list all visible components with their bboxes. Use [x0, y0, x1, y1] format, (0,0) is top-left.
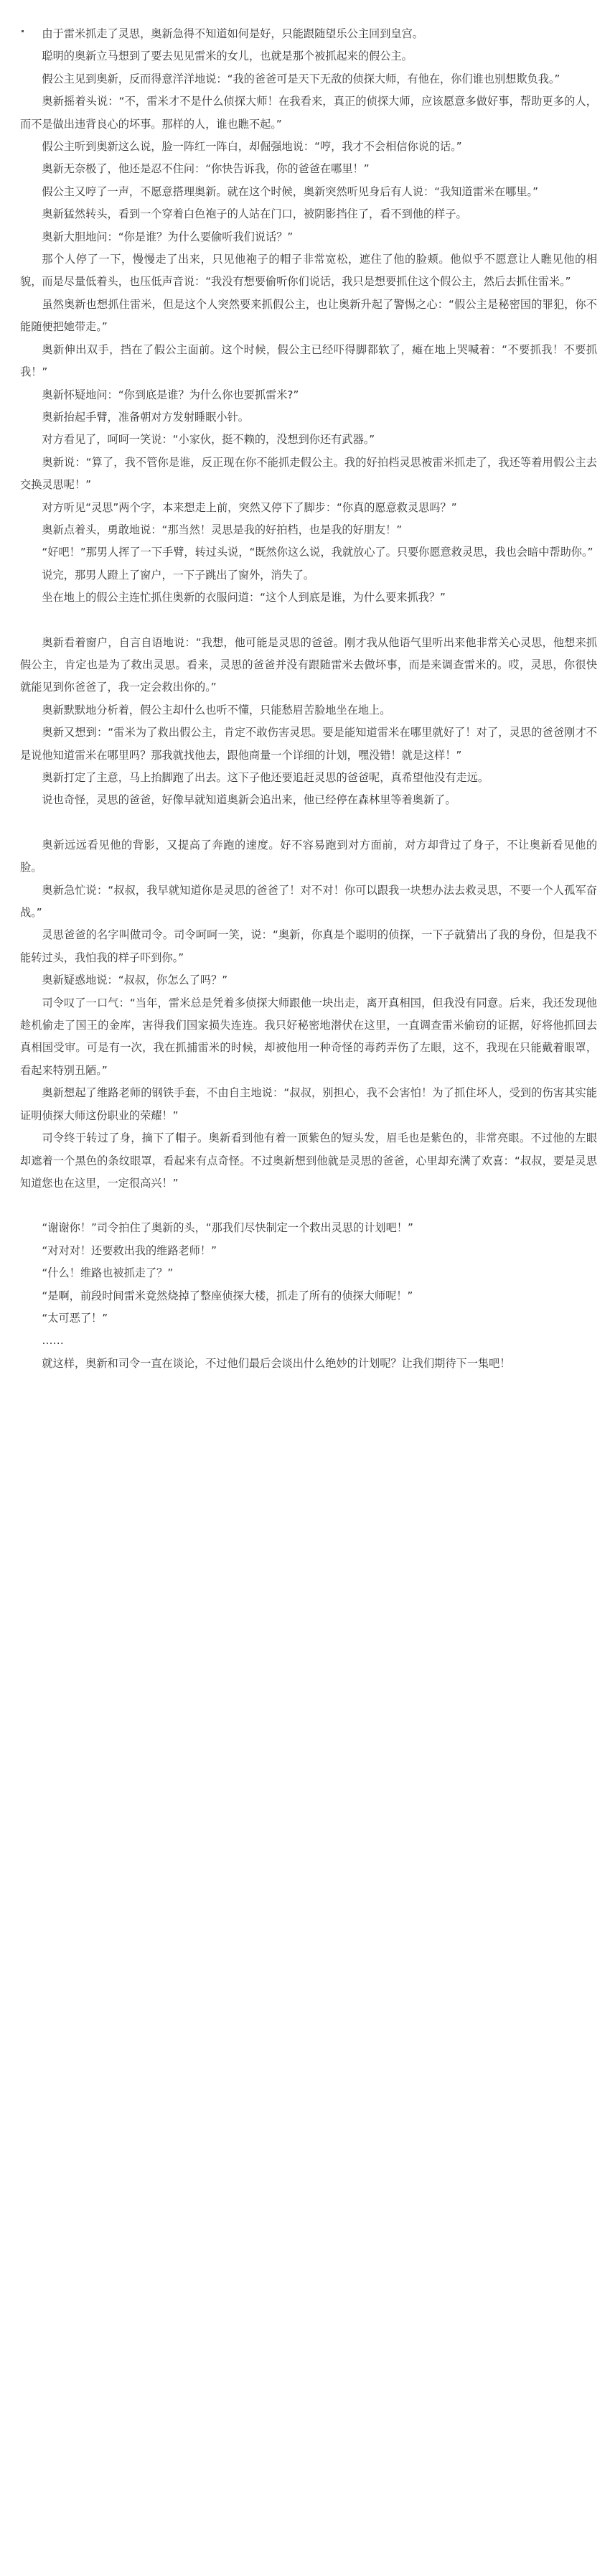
story-paragraph: 奥新默默地分析着，假公主却什么也听不懂，只能愁眉苦脸地坐在地上。 [42, 703, 391, 717]
story-paragraph: 奥新怀疑地问：“你到底是谁？为什么你也要抓雷米?” [42, 388, 299, 401]
story-paragraph: “好吧！”那男人挥了一下手臂，转过头说，“既然你这么说，我就放心了。只要你愿意救灵思，我也会暗中帮助你。” [42, 546, 593, 559]
story-paragraph: 就这样，奥新和司令一直在谈论，不过他们最后会谈出什么绝妙的计划呢？让我们期待下一集吧！ [42, 1356, 511, 1370]
story-paragraph: 奥新想起了维路老师的钢铁手套，不由自主地说：“叔叔，别担心，我不会害怕！为了抓住坏人，受到的伤害其实能证明侦探大师这份职业的荣耀！” [20, 1086, 597, 1122]
story-paragraph: “是啊，前段时间雷米竟然烧掉了整座侦探大楼，抓走了所有的侦探大师呢！” [42, 1289, 413, 1302]
story-paragraph: 说完，那男人蹬上了窗户，一下子跳出了窗外，消失了。 [42, 568, 315, 582]
story-paragraph: 坐在地上的假公主连忙抓住奥新的衣服问道：“这个人到底是谁，为什么要来抓我？” [42, 591, 446, 605]
leading-dot [22, 30, 24, 32]
story-paragraph: …… [42, 1334, 64, 1348]
story-paragraph: 奥新摇着头说：“不，雷米才不是什么侦探大师！在我看来，真正的侦探大师，应该愿意多做好事，帮助更多的人，而不是做出违背良心的坏事。那样的人，谁也瞧不起。” [20, 95, 597, 131]
paragraph-gap [20, 812, 597, 834]
story-paragraph: “谢谢你！”司令拍住了奥新的头，“那我们尽快制定一个救出灵思的计划吧！” [42, 1221, 413, 1235]
story-paragraph: 假公主又哼了一声，不愿意搭理奥新。就在这个时候，奥新突然听见身后有人说：“我知道雷米在哪里。” [42, 185, 538, 198]
story-paragraph: 奥新打定了主意，马上抬脚跑了出去。这下子他还要追赶灵思的爸爸呢，真希望他没有走远。 [42, 771, 489, 784]
story-paragraph: 说也奇怪，灵思的爸爸，好像早就知道奥新会追出来，他已经停在森林里等着奥新了。 [42, 793, 456, 807]
story-paragraph: “对对对！还要救出我的维路老师！” [42, 1243, 217, 1257]
story-paragraph: 假公主听到奥新这么说，脸一阵红一阵白，却倔强地说：“哼，我才不会相信你说的话。” [42, 140, 462, 154]
story-paragraph: 奥新急忙说：“叔叔，我早就知道你是灵思的爸爸了！对不对！你可以跟我一块想办法去救灵思，不要一个人孤军奋战。” [20, 883, 597, 920]
story-paragraph: 奥新抬起手臂，准备朝对方发射睡眠小针。 [42, 410, 249, 424]
story-paragraph: 奥新大胆地问：“你是谁？为什么要偷听我们说话？” [42, 230, 294, 243]
story-paragraph: 奥新看着窗户，自言自语地说：“我想，他可能是灵思的爸爸。刚才我从他语气里听出来他非常关心灵思，他想来抓假公主，肯定也是为了救出灵思。看来，灵思的爸爸并没有跟随雷米去做坏事，而是来调查雷米的。哎，灵思，你很快就能见到你爸爸了，我一定会救出你的。” [20, 635, 597, 694]
story-paragraph: 奥新又想到：“雷米为了救出假公主，肯定不敢伤害灵思。要是能知道雷米在哪里就好了！对了，灵思的爸爸刚才不是说他知道雷米在哪里吗？那我就找他去，跟他商量一个详细的计划，嘿没错！就是这样！” [20, 726, 597, 762]
paragraph-gap [20, 610, 597, 632]
story-paragraph: 司令叹了一口气：“当年，雷米总是凭着多侦探大师跟他一块出走，离开真相国，但我没有同意。后来，我还发现他趁机偷走了国王的金库，害得我们国家损失连连。我只好秘密地潜伏在这里，一直调查雷米偷窃的证据，好将他抓回去真相国受审。可是有一次，我在抓捕雷米的时候，却被他用一种奇怪的毒药弄伤了左眼，这不，我现在只能戴着眼罩，看起来特别丑陋。” [20, 996, 597, 1077]
story-body [20, 23, 597, 1375]
story-paragraph: 奥新猛然转头，看到一个穿着白色袍子的人站在门口，被阴影挡住了，看不到他的样子。 [42, 207, 467, 221]
story-paragraph: 假公主见到奥新，反而得意洋洋地说：“我的爸爸可是天下无敌的侦探大师，有他在，你们谁也别想欺负我。” [42, 72, 560, 85]
story-paragraph: 虽然奥新也想抓住雷米，但是这个人突然要来抓假公主，也让奥新升起了警惕之心：“假公主是秘密国的罪犯，你不能随便把她带走。” [20, 297, 597, 334]
story-paragraph: 对方听见“灵思”两个字，本来想走上前，突然又停下了脚步：“你真的愿意救灵思吗？” [42, 500, 457, 514]
story-paragraph: 那个人停了一下，慢慢走了出来，只见他袍子的帽子非常宽松，遮住了他的脸颊。他似乎不愿意让人瞧见他的相貌，而是尽量低着头，也压低声音说：“我没有想要偷听你们说话，我只是想要抓住这个假公主，然后去抓住雷米。” [20, 253, 597, 289]
story-paragraph: 由于雷米抓走了灵思，奥新急得不知道如何是好，只能跟随望乐公主回到皇宫。 [42, 27, 423, 40]
story-paragraph: 奥新点着头，勇敢地说：“那当然！灵思是我的好拍档，也是我的好朋友！” [42, 523, 403, 536]
story-paragraph: 奥新伸出双手，挡在了假公主面前。这个时候，假公主已经吓得脚都软了，瘫在地上哭喊着：“不要抓我！不要抓我！” [20, 342, 597, 379]
story-paragraph: 奥新远远看见他的背影，又提高了奔跑的速度。好不容易跑到对方面前，对方却背过了身子，不让奥新看见他的脸。 [20, 838, 597, 874]
story-paragraph: 聪明的奥新立马想到了要去见见雷米的女儿，也就是那个被抓起来的假公主。 [42, 50, 413, 63]
paragraph-gap [20, 1195, 597, 1217]
story-paragraph: “什么！维路也被抓走了？” [42, 1266, 174, 1280]
story-paragraph: 对方看见了，呵呵一笑说：“小家伙，挺不赖的，没想到你还有武器。” [42, 433, 375, 447]
story-paragraph: 奥新无奈极了，他还是忍不住问：“你快告诉我，你的爸爸在哪里！” [42, 162, 370, 176]
story-paragraph: 司令终于转过了身，摘下了帽子。奥新看到他有着一顶紫色的短头发，眉毛也是紫色的，非常亮眼。不过他的左眼却遮着一个黑色的条纹眼罩，看起来有点奇怪。不过奥新想到他就是灵思的爸爸，心里却充满了欢喜：“叔叔，要是灵思知道您也在这里，一定很高兴！” [20, 1131, 597, 1190]
story-paragraph: 灵思爸爸的名字叫做司令。司令呵呵一笑，说：“奥新，你真是个聪明的侦探，一下子就猜出了我的身份，但是我不能转过头，我怕我的样子吓到你。” [20, 928, 597, 964]
story-paragraph: 奥新疑惑地说：“叔叔，你怎么了吗？” [42, 974, 228, 987]
story-paragraph: “太可恶了！” [42, 1311, 108, 1325]
story-paragraph: 奥新说：“算了，我不管你是谁，反正现在你不能抓走假公主。我的好拍档灵思被雷米抓走了，我还等着用假公主去交换灵思呢！” [20, 455, 597, 492]
